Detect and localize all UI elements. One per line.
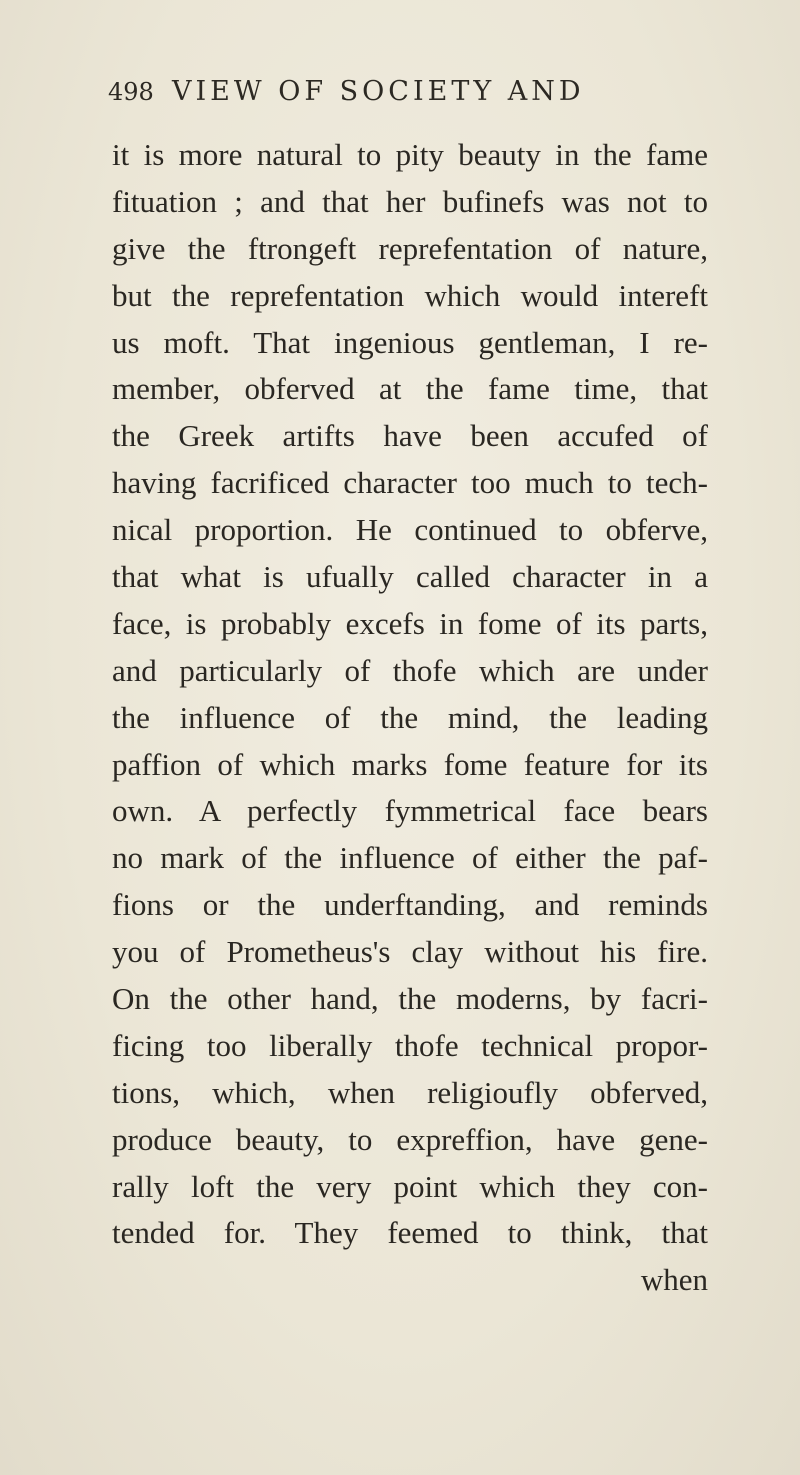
- text-line: no mark of the influence of either the paf-: [112, 840, 708, 876]
- text-line: the influence of the mind, the leading: [112, 699, 708, 735]
- catchword: when: [640, 1262, 708, 1298]
- text-line: On the other hand, the moderns, by facri-: [112, 981, 708, 1017]
- running-head: VIEW OF SOCIETY AND: [172, 76, 585, 107]
- page-number: 498: [108, 78, 154, 106]
- text-line: us moft. That ingenious gentleman, I re-: [112, 324, 708, 360]
- text-line: produce beauty, to expreffion, have gene-: [112, 1121, 708, 1157]
- text-line: it is more natural to pity beauty in the fame: [112, 137, 708, 172]
- text-line: fions or the underftanding, and reminds: [112, 887, 708, 923]
- text-line: tions, which, when religioufly obferved,: [112, 1074, 708, 1110]
- text-line: that what is ufually called character in a: [112, 559, 708, 595]
- text-line: tended for. They feemed to think, that: [112, 1215, 708, 1251]
- text-line: member, obferved at the fame time, that: [112, 371, 708, 407]
- text-line: and particularly of thofe which are under: [112, 652, 708, 688]
- text-line: nical proportion. He continued to obferve,: [112, 512, 708, 548]
- text-line: ficing too liberally thofe technical propor-: [112, 1027, 708, 1063]
- body-text: [112, 132, 708, 1304]
- text-line: paffion of which marks fome feature for its: [112, 746, 708, 782]
- text-line: having facrificed character too much to tech-: [112, 465, 708, 501]
- page-header: [108, 72, 700, 116]
- text-line: own. A perfectly fymmetrical face bears: [112, 793, 708, 829]
- text-line: fituation ; and that her bufinefs was not to: [112, 183, 708, 219]
- text-line: rally loft the very point which they con-: [112, 1168, 708, 1204]
- text-line: the Greek artifts have been accufed of: [112, 418, 708, 454]
- text-line: but the reprefentation which would intereft: [112, 277, 708, 313]
- text-line: face, is probably excefs in fome of its parts,: [112, 605, 708, 641]
- text-line: you of Prometheus's clay without his fire.: [112, 934, 708, 970]
- text-line: give the ftrongeft reprefentation of nature,: [112, 230, 708, 266]
